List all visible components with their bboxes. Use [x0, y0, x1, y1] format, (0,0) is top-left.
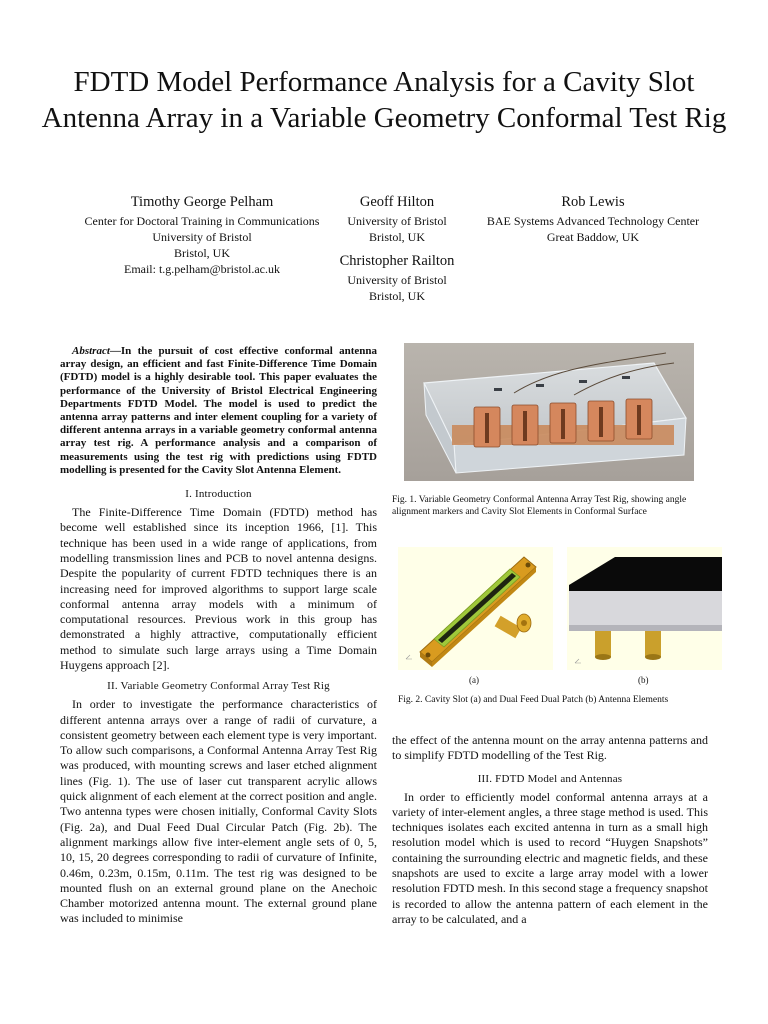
- section-heading: II. Variable Geometry Conformal Array Test Rig: [107, 680, 330, 693]
- paragraph-continuation: the effect of the antenna mount on the array antenna patterns and to simplify FDTD modelling of the Test Rig.: [392, 733, 708, 763]
- dual-patch-illustration: [567, 547, 722, 670]
- author-affiliation: Center for Doctoral Training in Communications: [84, 214, 320, 228]
- fig2b-label: (b): [638, 675, 649, 685]
- paragraph: In order to investigate the performance characteristics of different antenna arrays over a range of radii of curvature, a consistent geometry between each element type is very important. To allow such comparisons, a Conformal Antenna Array Test Rig was produced, with mounting screws and laser etched alignment lines (Fig. 1). The use of laser cut transparent acrylic allows quick alignment of each element at the correct position and angle. Two antenna types were chosen initially, Conformal Cavity Slots (Fig. 2a), and Dual Feed Dual Circular Patch (Fig. 2b). The alignment markings allow five inter-element angle sets of 0, 5, 10, 15, 20 degrees corresponding to radii of curvature of Infinite, 0.46m, 0.23m, 0.15m, 0.11m. The test rig was designed to be mounted flush on an external ground plane on the Anechoic Chamber motorized antenna mount. The external ground plane was included to minimise: [60, 697, 377, 926]
- author-affiliation: BAE Systems Advanced Technology Center: [486, 214, 700, 228]
- fig2b-render: [567, 547, 722, 670]
- paragraph: The Finite-Difference Time Domain (FDTD) method has become well established since its inception 1966, [1]. This technique has been used in a wide range of applications, from modelling transmission lines and PCB to novel antenna designs. Despite the popularity of current FDTD techniques there is an increasing need for improved algorithms to support large scale conformal antenna array models with a minimum of computational resources. Previous work in this group has demonstrated a highly attractive, computationally efficient method to simulate such large arrays using a Time Domain Huygens approach [2].: [60, 505, 377, 672]
- fig1-photo: [404, 343, 694, 481]
- author-affiliation: University of Bristol: [347, 273, 447, 287]
- author-location: Bristol, UK: [368, 289, 425, 303]
- fig1-caption: Fig. 1. Variable Geometry Conformal Antenna Array Test Rig, showing angle alignment markers and Cavity Slot Elements in Conformal Surface: [392, 495, 687, 517]
- paper-title: FDTD Model Performance Analysis for a Cavity Slot Antenna Array in a Variable Geometry Conformal Test Rig: [41, 66, 727, 134]
- author-block-1: [60, 192, 344, 277]
- paragraph: In order to efficiently model conformal antenna arrays at a variety of inter-element angles, a three stage method is used. This techniques isolates each excited antenna in turn as a small high resolution model which is used to record “Huygen Snapshots” containing the surrounding electric and magnetic fields, and these snapshots are used to excite a large array model with a lower resolution FDTD mesh. In this second stage a frequency snapshot is recorded to allow the antenna pattern of each element in the array to be calculated, and a: [392, 789, 708, 926]
- author-block-3: [458, 192, 728, 245]
- abstract: [60, 345, 377, 477]
- author-location: Great Baddow, UK: [546, 230, 640, 244]
- fig2a-render: [398, 547, 553, 670]
- fig2-caption: Fig. 2. Cavity Slot (a) and Dual Feed Dual Patch (b) Antenna Elements: [398, 695, 669, 705]
- author-affiliation: University of Bristol: [347, 214, 447, 228]
- author-email: Email: t.g.pelham@bristol.ac.uk: [123, 262, 281, 276]
- author-location: Bristol, UK: [368, 230, 425, 244]
- fig2a-label: (a): [469, 675, 479, 685]
- author-name: Timothy George Pelham: [130, 194, 274, 210]
- cavity-slot-illustration: [398, 547, 553, 670]
- author-name: Rob Lewis: [561, 194, 625, 210]
- author-block-4: [320, 251, 474, 304]
- author-location: Bristol, UK: [173, 246, 230, 260]
- section-heading: I. Introduction: [185, 488, 252, 501]
- test-rig-illustration: [404, 343, 694, 481]
- author-name: Christopher Railton: [339, 253, 455, 269]
- author-block-2: [330, 192, 464, 245]
- left-column: [60, 345, 377, 927]
- section-heading: III. FDTD Model and Antennas: [477, 772, 623, 785]
- right-column: [392, 733, 708, 927]
- author-affiliation: University of Bristol: [152, 230, 252, 244]
- abstract-text: —In the pursuit of cost effective conformal antenna array design, an efficient and fast Finite-Difference Time Domain (FDTD) model is a highly desirable tool. This paper evaluates the performance of the University of Bristol Electrical Engineering Departments FDTD Model. The model is used to predict the antenna array patterns and inter element coupling for a variety of different antenna arrays in a variable geometry conformal antenna array test rig. A performance analysis and a comparison of measurements using the test rig with predictions using FDTD modelling is presented for the Cavity Slot Antenna Element.: [60, 345, 377, 476]
- abstract-label: Abstract: [72, 345, 110, 357]
- author-name: Geoff Hilton: [359, 194, 435, 210]
